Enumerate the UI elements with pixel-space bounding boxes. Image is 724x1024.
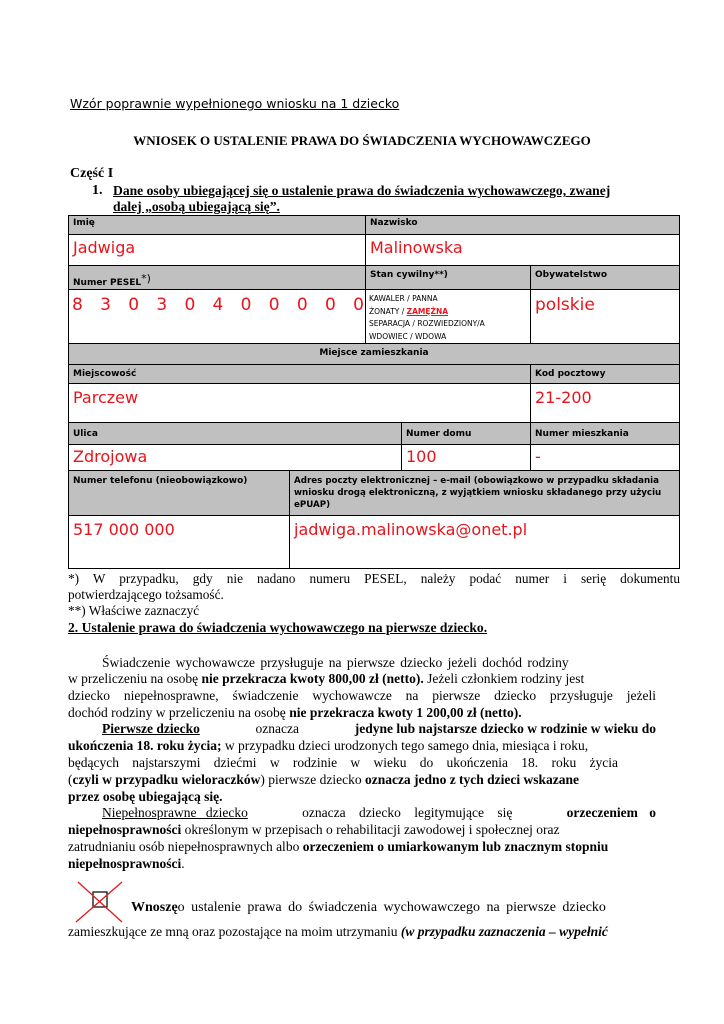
- section1-heading-line2: dalej „osobą ubiegającą się”.: [113, 199, 280, 214]
- miejscowosc-value[interactable]: Parczew: [68, 383, 531, 423]
- p3-line1: [102, 804, 656, 822]
- ulica-value[interactable]: Zdrojowa: [68, 444, 402, 471]
- obyw-value[interactable]: polskie: [530, 289, 680, 344]
- p3-line4-a: niepełnosprawności: [68, 856, 182, 871]
- miejsce-label: Miejsce zamieszkania: [68, 343, 680, 365]
- pesel-digit: 8: [72, 295, 83, 315]
- section1-number: 1.: [92, 183, 103, 198]
- pesel-digits: [72, 295, 364, 315]
- stan-option-wdowiec[interactable]: WDOWIEC / WDOWA: [369, 331, 447, 341]
- tel-label: Numer telefonu (nieobowiązkowo): [68, 470, 290, 516]
- email-label: Adres poczty elektronicznej – e-mail (obowiązkowo w przypadku składania wniosku drogą elektroniczną, z wyjątkiem wniosku składanego przy użyciu ePUAP): [289, 470, 680, 516]
- imie-value[interactable]: Jadwiga: [68, 234, 366, 266]
- request-line1-b: o ustalenie prawa do świadczenia wychowawczego na pierwsze dziecko: [177, 900, 606, 915]
- p3-line3-a: zatrudnianiu osób niepełnosprawnych albo: [68, 839, 303, 854]
- kod-label: Kod pocztowy: [530, 364, 680, 384]
- p1-line3: dziecko niepełnosprawne, świadczenie wychowawcze na pierwsze dziecko przysługuje jeżeli: [68, 688, 656, 703]
- p2-line1-b: oznacza: [255, 721, 300, 736]
- kod-value[interactable]: 21-200: [530, 383, 680, 423]
- dom-label: Numer domu: [401, 422, 531, 445]
- miejscowosc-label: Miejscowość: [68, 364, 531, 384]
- pesel-digit: 0: [296, 295, 308, 315]
- p2-line2-b: w przypadku dzieci urodzonych tego samego dnia, miesiąca i roku,: [221, 738, 589, 753]
- p3-line4-dot: .: [181, 856, 185, 871]
- p1-line2-c: Jeżeli członkiem rodziny jest: [423, 671, 585, 686]
- p1-line2: [68, 670, 584, 688]
- nazwisko-label: Nazwisko: [365, 215, 680, 235]
- pesel-digit: 0: [128, 295, 140, 315]
- pesel-footnote-mark: *): [141, 272, 151, 285]
- mieszkanie-label: Numer mieszkania: [530, 422, 680, 445]
- p3-line1-c: orzeczeniem o: [566, 805, 656, 820]
- stan-option-zamezna-selected[interactable]: ZAMĘŻNA: [406, 306, 449, 316]
- pesel-digit: 0: [268, 295, 280, 315]
- stan-option-separacja[interactable]: SEPARACJA / ROZWIEDZIONY/A: [369, 319, 485, 328]
- checkbox-crossed-icon: [70, 880, 128, 924]
- p3-line2: [68, 821, 560, 839]
- p2-line1-a: Pierwsze dziecko: [102, 721, 200, 736]
- p1-line4-b: nie przekracza kwoty 1 200,00 zł (netto).: [289, 705, 522, 720]
- p2-line4-c: ) pierwsze dziecko: [260, 772, 365, 787]
- p3-line3: [68, 838, 608, 856]
- p2-line4: [68, 771, 579, 789]
- p3-line2-b: określonym w przepisach o rehabilitacji zawodowej i społecznej oraz: [181, 822, 560, 837]
- p3-line2-a: niepełnosprawności: [68, 822, 182, 837]
- obyw-label: Obywatelstwo: [530, 265, 680, 290]
- sample-title: Wzór poprawnie wypełnionego wniosku na 1 dziecko: [70, 96, 400, 111]
- p2-line5: przez osobę ubiegającą się.: [68, 789, 223, 804]
- p3-line4: [68, 855, 185, 873]
- stan-option-zonaty-text: ŻONATY /: [369, 306, 407, 316]
- request-line2: [68, 923, 608, 941]
- footnote-pesel-line2: potwierdzającego tożsamość.: [68, 587, 224, 602]
- pesel-digit: 0: [353, 295, 364, 315]
- stan-label: Stan cywilny**): [365, 265, 531, 290]
- pesel-value-cell[interactable]: [68, 289, 366, 344]
- p2-line1-c: jedyne lub najstarsze dziecko w rodzinie w wieku do: [354, 721, 656, 736]
- stan-options-cell: [365, 289, 531, 344]
- p1-line1: Świadczenie wychowawcze przysługuje na pierwsze dziecko jeżeli dochód rodziny: [102, 655, 569, 670]
- email-value[interactable]: jadwiga.malinowska@onet.pl: [289, 515, 680, 569]
- section1-heading-line1: Dane osoby ubiegającej się o ustalenie prawa do świadczenia wychowawczego, zwanej: [113, 183, 611, 198]
- dom-value[interactable]: 100: [401, 444, 531, 471]
- stan-option-kawaler[interactable]: KAWALER / PANNA: [369, 294, 438, 303]
- tel-value[interactable]: 517 000 000: [68, 515, 290, 569]
- pesel-label: Numer PESEL: [73, 278, 142, 288]
- pesel-digit: 0: [184, 295, 196, 315]
- mieszkanie-value[interactable]: -: [530, 444, 680, 471]
- request-line2-a: zamieszkujące ze mną oraz pozostające na moim utrzymaniu: [68, 924, 401, 939]
- request-line2-b: (w przypadku zaznaczenia – wypełnić: [400, 924, 608, 939]
- p2-line4-a: (: [68, 772, 73, 787]
- p3-line1-a: Niepełnosprawne dziecko: [102, 805, 248, 820]
- p2-line1: [102, 720, 656, 738]
- pesel-digit: 3: [156, 295, 168, 315]
- p3-line3-b: orzeczeniem o umiarkowanym lub znacznym stopniu: [302, 839, 609, 854]
- p1-line2-a: w przeliczeniu na osobę: [68, 671, 202, 686]
- request-checkbox[interactable]: [70, 880, 128, 924]
- p2-line4-b: czyli w przypadku wieloraczków: [72, 772, 261, 787]
- ulica-label: Ulica: [68, 422, 402, 445]
- p2-line4-d: oznacza jedno z tych dzieci wskazane: [364, 772, 580, 787]
- imie-label: Imię: [68, 215, 366, 235]
- request-line1-a: Wnoszę: [131, 900, 178, 915]
- pesel-digit: 4: [212, 295, 224, 315]
- p2-line2-a: ukończenia 18. roku życia;: [68, 738, 222, 753]
- pesel-digit: 3: [100, 295, 111, 315]
- p1-line4-a: dochód rodziny w przeliczeniu na osobę: [68, 705, 290, 720]
- request-line1: [131, 899, 655, 917]
- pesel-digit: 0: [240, 295, 252, 315]
- form-title: WNIOSEK O USTALENIE PRAWA DO ŚWIADCZENIA WYCHOWAWCZEGO: [133, 133, 591, 148]
- footnote-stan: **) Właściwe zaznaczyć: [68, 603, 200, 618]
- pesel-label-cell: [68, 265, 366, 290]
- p2-line2: [68, 737, 588, 755]
- p3-line1-b: oznacza dziecko legitymujące się: [302, 805, 513, 820]
- section2-heading: 2. Ustalenie prawa do świadczenia wychowawczego na pierwsze dziecko.: [68, 620, 488, 635]
- part-label: Część I: [70, 166, 114, 181]
- pesel-digit: 0: [324, 295, 336, 315]
- nazwisko-value[interactable]: Malinowska: [365, 234, 680, 266]
- stan-option-zonaty[interactable]: [369, 306, 527, 319]
- p2-line3: będących najstarszymi dziećmi w rodzinie w wieku do ukończenia 18. roku życia: [68, 755, 618, 770]
- footnote-pesel-line1: *) W przypadku, gdy nie nadano numeru PESEL, należy podać numer i serię dokumentu: [68, 571, 680, 586]
- p1-line2-b: nie przekracza kwoty 800,00 zł (netto).: [201, 671, 424, 686]
